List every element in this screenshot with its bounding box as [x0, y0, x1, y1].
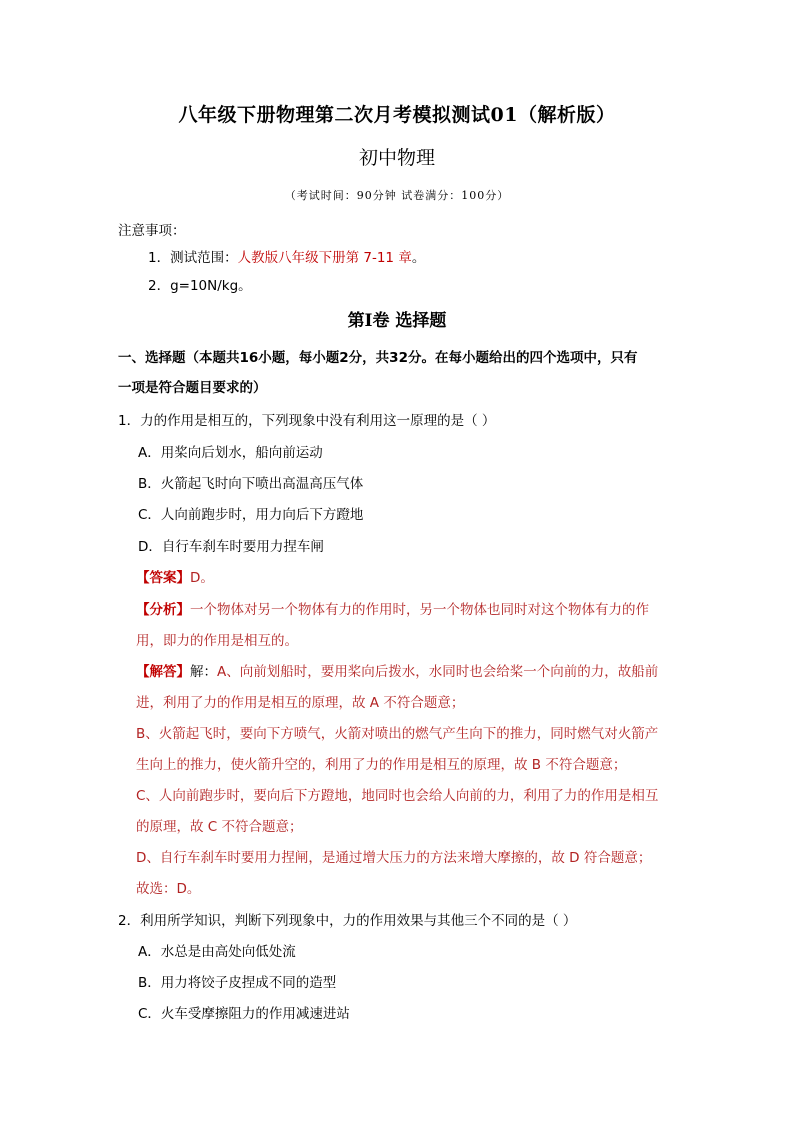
section-title: 第Ⅰ卷 选择题: [347, 311, 447, 331]
document-title: 八年级下册物理第二次月考模拟测试01（解析版）: [178, 104, 616, 126]
notes-item-1-prefix: 1．测试范围：: [148, 250, 238, 266]
solution-label: 【解答】: [136, 664, 190, 680]
question-1-solution-line-8: 故选：D。: [136, 881, 201, 897]
question-1-option-d: D．自行车刹车时要用力捏车闸: [138, 539, 324, 555]
analysis-label: 【分析】: [136, 602, 190, 618]
notes-item-2: 2．g=10N/kg。: [148, 278, 252, 294]
exam-info: （考试时间：90分钟 试卷满分：100分）: [284, 189, 510, 202]
section-instructions-line-2: 一项是符合题目要求的）: [118, 380, 267, 396]
answer-value: D。: [190, 570, 214, 586]
question-1-solution-line-7: D、自行车刹车时要用力捏闸，是通过增大压力的方法来增大摩擦的，故 D 符合题意；: [136, 850, 652, 866]
solution-prefix: 解：: [190, 664, 217, 680]
question-1-solution-line-6: 的原理，故 C 不符合题意；: [136, 819, 303, 835]
section-instructions-line-1: 一、选择题（本题共16小题，每小题2分，共32分。在每小题给出的四个选项中，只有: [118, 350, 638, 366]
notes-heading: 注意事项：: [118, 223, 186, 239]
question-2-option-c: C．火车受摩擦阻力的作用减速进站: [138, 1006, 350, 1022]
question-1-analysis-line-1: [136, 598, 649, 618]
question-1-solution-line-1: [136, 660, 658, 680]
notes-item-1-scope: 人教版八年级下册第 7-11 章: [237, 250, 412, 266]
question-1-option-a: A．用桨向后划水，船向前运动: [138, 445, 323, 461]
notes-item-1: [148, 246, 425, 266]
solution-text: A、向前划船时，要用桨向后拨水，水同时也会给桨一个向前的力，故船前: [217, 664, 659, 680]
question-2-stem: 2．利用所学知识，判断下列现象中，力的作用效果与其他三个不同的是（ ）: [118, 913, 577, 929]
question-1-stem: 1．力的作用是相互的，下列现象中没有利用这一原理的是（ ）: [118, 413, 496, 429]
question-1-solution-line-4: 生向上的推力，使火箭升空的，利用了力的作用是相互的原理，故 B 不符合题意；: [136, 757, 627, 773]
question-1-solution-line-3: B、火箭起飞时，要向下方喷气，火箭对喷出的燃气产生向下的推力，同时燃气对火箭产: [136, 726, 659, 742]
question-1-solution-line-2: 进，利用了力的作用是相互的原理，故 A 不符合题意；: [136, 695, 465, 711]
question-1-option-c: C．人向前跑步时，用力向后下方蹬地: [138, 507, 364, 523]
question-2-option-a: A．水总是由高处向低处流: [138, 944, 296, 960]
question-1-answer: [136, 566, 214, 586]
analysis-text: 一个物体对另一个物体有力的作用时，另一个物体也同时对这个物体有力的作: [190, 602, 649, 618]
question-2-option-b: B．用力将饺子皮捏成不同的造型: [138, 975, 337, 991]
question-1-option-b: B．火箭起飞时向下喷出高温高压气体: [138, 476, 364, 492]
subject-heading: 初中物理: [358, 147, 435, 169]
question-1-solution-line-5: C、人向前跑步时，要向后下方蹬地，地同时也会给人向前的力，利用了力的作用是相互: [136, 788, 659, 804]
answer-label: 【答案】: [136, 570, 190, 586]
notes-item-1-suffix: 。: [411, 250, 426, 266]
question-1-analysis-line-2: 用，即力的作用是相互的。: [136, 633, 298, 649]
